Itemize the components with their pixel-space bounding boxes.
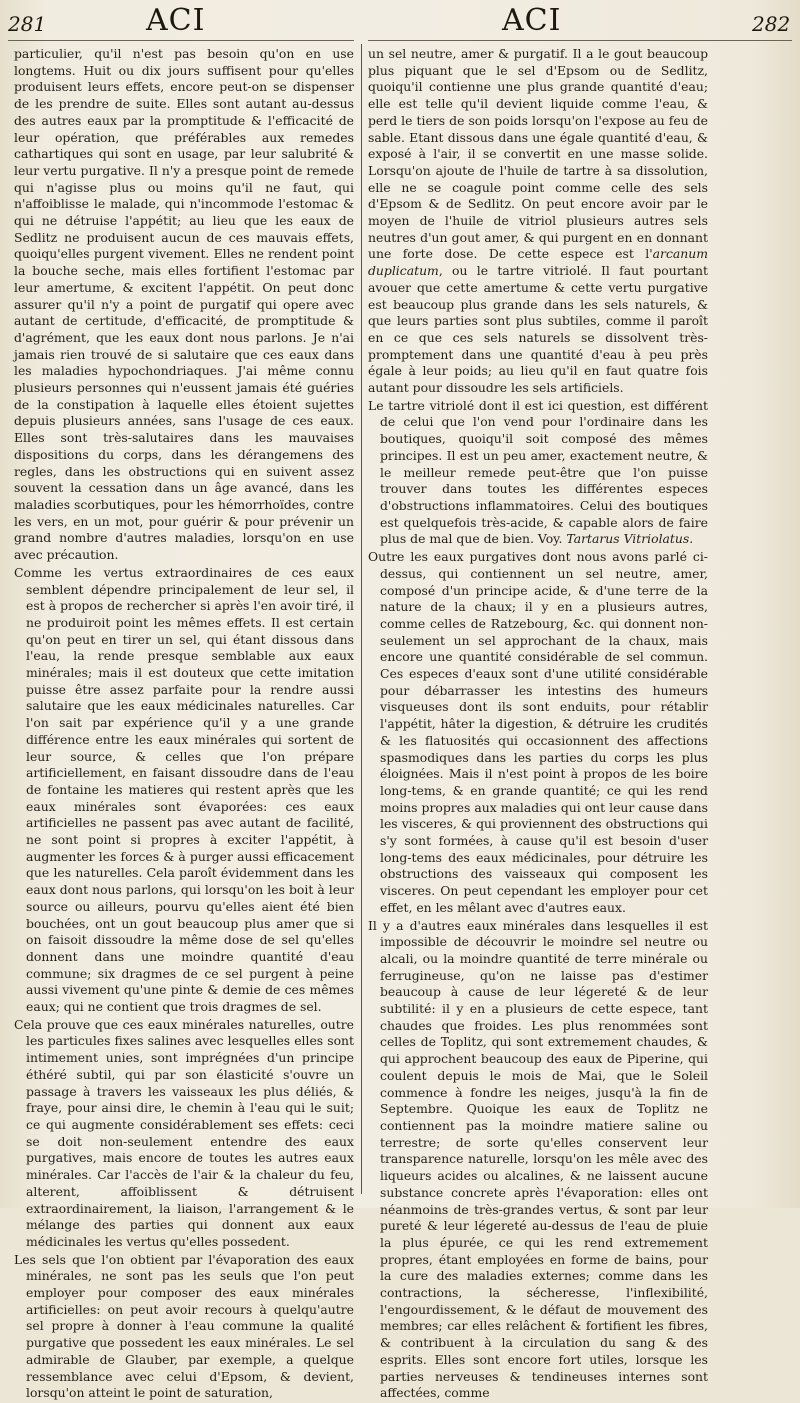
right-paragraph-2: Le tartre vitriolé dont il est ici question, est différent de celui que l'on vend pour l'ordinaire dans les boutiques, quoiqu'il soit composé des mêmes principes. Il est un peu amer, exactement neutre, & le meilleur remede peut-être que l'on puisse trouver dans toutes les différentes especes d'obstructions inflammatoires. Celui des boutiques est quelquefois très-acide, & capable alors de faire plus de mal que de bien. Voy. Tartarus Vitriolatus.: [368, 397, 708, 547]
left-paragraph-2: Comme les vertus extraordinaires de ces eaux semblent dépendre principalement de leur sel, il est à propos de rechercher si après l'en avoir tiré, il ne produiroit point les mêmes effets. Il est certain qu'on peut en tirer un sel, qui étant dissous dans l'eau, la rende presque semblable aux eaux minérales; mais il est douteux que cette imitation puisse être assez parfaite pour la rendre aussi salutaire que les eaux médicinales naturelles. Car l'on sait par expérience qu'il y a une grande différence entre les eaux minérales qui sortent de leur source, & celles que l'on prépare artificiellement, en faisant dissoudre dans de l'eau de fontaine les matieres qui restent après que les eaux minérales sont évaporées: ces eaux artificielles ne passent pas avec autant de facilité, ne sont point si propres à exciter l'appétit, à augmenter les forces & à purger aussi efficacement que les naturelles. Cela paroît évidemment dans les eaux dont nous parlons, qui lorsqu'on les boit à leur source ou ailleurs, pourvu qu'elles aient été bien bouchées, ont un gout beaucoup plus amer que si on faisoit dissoudre la même dose de sel qu'elles donnent dans une moindre quantité d'eau commune; six dragmes de ce sel purgent à peine aussi vivement qu'une pinte & demie de ces mêmes eaux; qui ne contient que trois dragmes de sel.: [14, 564, 354, 1015]
left-paragraph-3: Cela prouve que ces eaux minérales naturelles, outre les particules fixes salines avec lesquelles elles sont intimement unies, sont imprégnées d'un principe éthéré subtil, qui par son élasticité s'ouvre un passage à travers les vaisseaux les plus déliés, & fraye, pour ainsi dire, le chemin à l'eau qui le suit; ce qui augmente considérablement ses effets: ceci se doit non-seulement entendre des eaux purgatives, mais encore de toutes les autres eaux minérales. Car l'accès de l'air & la chaleur du feu, alterent, affoiblissent & détruisent extraordinairement, la liaison, l'arrangement & le mélange des parties qui donnent aux eaux médicinales les vertus qu'elles possedent.: [14, 1016, 354, 1249]
right-paragraph-1-italic: arcanum duplicatum: [368, 246, 708, 279]
header-rule-right: [368, 40, 792, 41]
right-column: [368, 46, 708, 1403]
right-paragraph-1: un sel neutre, amer & purgatif. Il a le gout beaucoup plus piquant que le sel d'Epsom ou de Sedlitz, quoiqu'il contienne une plus grande quantité d'eau; elle est telle qu'il devient liquide comme l'eau, & perd le tiers de son poids lorsqu'on l'expose au feu de sable. Etant dissous dans une égale quantité d'eau, & exposé à l'air, il se convertit en une masse solide. Lorsqu'on ajoute de l'huile de tartre à sa dissolution, elle ne se coagule point comme celle des sels d'Epsom & de Sedlitz. On peut encore avoir par le moyen de l'huile de vitriol plusieurs autres sels neutres d'un gout amer, & qui purgent en en donnant une forte dose. De cette espece est l'arcanum duplicatum, ou le tartre vitriolé. Il faut pourtant avouer que cette amertume & cette vertu purgative est beaucoup plus grande dans les sels naturels, & que leurs parties sont plus subtiles, comme il paroît en ce que ces sels naturels se dissolvent très-promptement dans une quantité d'eau à peu près égale à leur poids; au lieu qu'il en faut quatre fois autant pour dissoudre les sels artificiels.: [368, 46, 708, 396]
header-rule-left: [8, 40, 354, 41]
right-paragraph-2-italic: Tartarus Vitriolatus.: [566, 531, 694, 547]
right-paragraph-3: Outre les eaux purgatives dont nous avons parlé ci-dessus, qui contiennent un sel neutre, amer, composé d'un principe acide, & d'une terre de la nature de la chaux; il y en a plusieurs autres, comme celles de Ratzebourg, &c. qui donnent non-seulement un sel approchant de la chaux, mais encore une quantité considérable de sel commun. Ces especes d'eaux sont d'une utilité considérable pour débarrasser les intestins des humeurs visqueuses dont ils sont enduits, pour rétablir l'appétit, hâter la digestion, & détruire les crudités & les flatuosités qui occasionnent des affections spasmodiques dans les parties du corps les plus éloignées. Mais il n'est point à propos de les boire long-tems, & en grande quantité; ce qui les rend moins propres aux maladies qui ont leur cause dans les visceres, & qui proviennent des obstructions qui s'y sont formées, à cause qu'il est besoin d'user long-tems des eaux médicinales, pour détruire les obstructions des vaisseaux qui composent les visceres. On peut cependant les employer pour cet effet, en les mêlant avec d'autres eaux.: [368, 549, 708, 915]
left-paragraph-4: Les sels que l'on obtient par l'évaporation des eaux minérales, ne sont pas les seuls que l'on peut employer pour composer des eaux minérales artificielles: on peut avoir recours à quelqu'autre sel propre à donner à l'eau commune la qualité purgative que possedent les eaux minérales. Le sel admirable de Glauber, par exemple, a quelque ressemblance avec celui d'Epsom, & devient, lorsqu'on atteint le point de saturation,: [14, 1251, 354, 1401]
right-paragraph-4: Il y a d'autres eaux minérales dans lesquelles il est impossible de découvrir le moindre sel neutre ou alcali, ou la moindre quantité de terre minérale ou ferrugineuse, qu'on ne laisse pas d'estimer beaucoup à cause de leur légereté & de leur subtilité: il y en a plusieurs de cette espece, tant chaudes que froides. Les plus renommées sont celles de Toplitz, qui sont extremement chaudes, & qui approchent beaucoup des eaux de Piperine, qui coulent depuis le mois de Mai, que le Soleil commence à fondre les neiges, jusqu'à la fin de Septembre. Quoique les eaux de Toplitz ne contiennent pas la moindre matiere saline ou terrestre; de sorte qu'elles conservent leur transparence naturelle, lorsqu'on les mêle avec des liqueurs acides ou alcalines, & ne laissent aucune substance concrete après l'évaporation: elles ont néanmoins de très-grandes vertus, & sont par leur pureté & leur légereté au-dessus de l'eau de pluie la plus épurée, ce qui les rend extremement propres, étant employées en forme de bains, pour la cure des maladies externes; comme dans les contractions, la sécheresse, l'inflexibilité, l'engourdissement, & le défaut de mouvement des membres; car elles relâchent & fortifient les fibres, & contribuent à la circulation du sang & des esprits. Elles sont encore fort utiles, lorsque les parties nerveuses & tendineuses internes sont affectées, comme: [368, 917, 708, 1401]
left-running-head: ACI: [146, 3, 206, 38]
column-divider: [361, 44, 362, 1194]
right-page-number: 282: [752, 12, 791, 36]
left-paragraph-1: particulier, qu'il n'est pas besoin qu'on en use longtems. Huit ou dix jours suffisent pour qu'elles produisent leurs effets, encore peut-on se dispenser de les prendre de suite. Elles sont autant au-dessus des autres eaux par la promptitude & l'efficacité de leur opération, que préférables aux remedes cathartiques qui sont en usage, par leur salubrité & leur vertu purgative. Il n'y a presque point de remede qui n'agisse plus ou moins qu'il ne faut, qui n'affoiblisse le malade, qui n'incommode l'estomac & qui ne détruise l'appétit; au lieu que les eaux de Sedlitz ne produisent aucun de ces mauvais effets, quoiqu'elles purgent vivement. Elles ne rendent point la bouche seche, mais elles fortifient l'estomac par leur amertume, & excitent l'appétit. On peut donc assurer qu'il n'y a point de purgatif qui opere avec autant de certitude, d'efficacité, de promptitude & d'agrément, que les eaux dont nous parlons. Je n'ai jamais rien trouvé de si salutaire que ces eaux dans les maladies hypochondriaques. J'ai même connu plusieurs personnes qui n'eussent jamais été guéries de la constipation à laquelle elles étoient sujettes depuis plusieurs années, sans l'usage de ces eaux. Elles sont très-salutaires dans les mauvaises dispositions du corps, dans les dérangemens des regles, dans les obstructions qui en suivent assez souvent la cessation dans un âge avancé, dans les maladies scorbutiques, pour les hémorrhoïdes, contre les vers, en un mot, pour guérir & pour prévenir un grand nombre d'autres maladies, lorsqu'on en use avec précaution.: [14, 46, 354, 563]
left-column: [14, 46, 354, 1403]
left-page-number: 281: [8, 12, 47, 36]
right-running-head: ACI: [502, 3, 562, 38]
